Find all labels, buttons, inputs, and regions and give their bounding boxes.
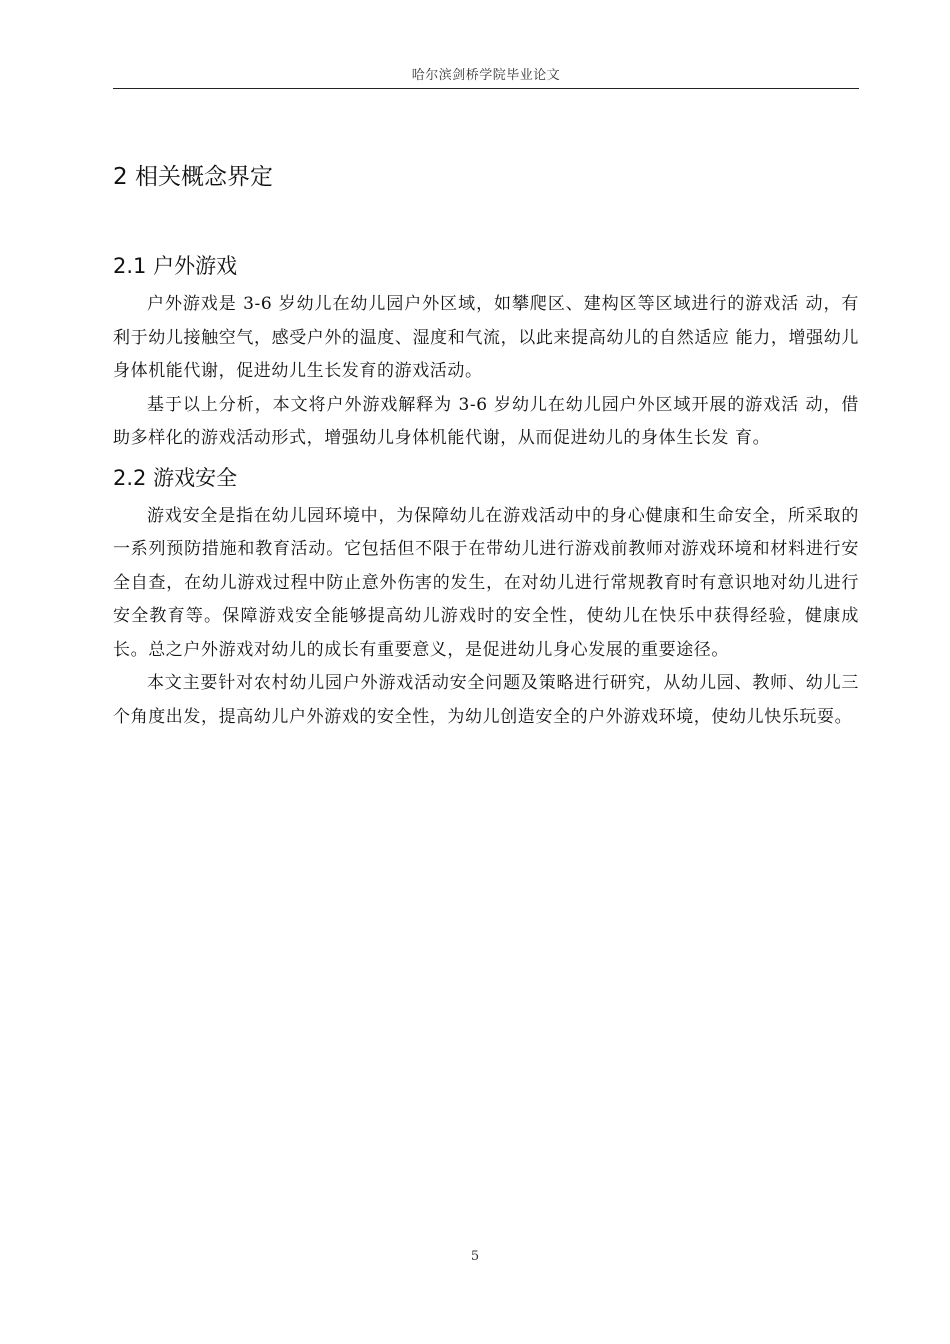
page-number: 5 — [470, 1249, 480, 1264]
section-heading: 2.1 户外游戏 — [113, 254, 238, 278]
section-game-safety — [113, 460, 859, 735]
chapter-heading: 2 相关概念界定 — [113, 164, 273, 190]
paragraph: 游戏安全是指在幼儿园环境中，为保障幼儿在游戏活动中的身心健康和生命安全，所采取的一系列预防措施和教育活动。它包括但不限于在带幼儿进行游戏前教师对游戏环境和材料进行安全自查，在幼儿游戏过程中防止意外伤害的发生，在对幼儿进行常规教育时有意识地对幼儿进行安全教育等。保障游戏安全能够提高幼儿游戏时的安全性，使幼儿在快乐中获得经验，健康成长。总之户外游戏对幼儿的成长有重要意义，是促进幼儿身心发展的重要途径。 — [113, 505, 859, 660]
section-outdoor-games — [113, 248, 859, 456]
paragraph: 户外游戏是 3-6 岁幼儿在幼儿园户外区域，如攀爬区、建构区等区域进行的游戏活 动，有利于幼儿接触空气，感受户外的温度、湿度和气流，以此来提高幼儿的自然适应 能力，增强幼儿身体机能代谢，促进幼儿生长发育的游戏活动。 — [113, 294, 859, 381]
paragraph: 基于以上分析，本文将户外游戏解释为 3-6 岁幼儿在幼儿园户外区域开展的游戏活 动，借助多样化的游戏活动形式，增强幼儿身体机能代谢，从而促进幼儿的身体生长发 育。 — [113, 394, 859, 448]
header-rule — [113, 88, 859, 89]
paragraph: 本文主要针对农村幼儿园户外游戏活动安全问题及策略进行研究，从幼儿园、教师、幼儿三个角度出发，提高幼儿户外游戏的安全性，为幼儿创造安全的户外游戏环境，使幼儿快乐玩耍。 — [113, 673, 859, 727]
running-header: 哈尔滨剑桥学院毕业论文 — [411, 68, 561, 83]
section-heading: 2.2 游戏安全 — [113, 465, 238, 490]
page-body — [113, 158, 859, 734]
